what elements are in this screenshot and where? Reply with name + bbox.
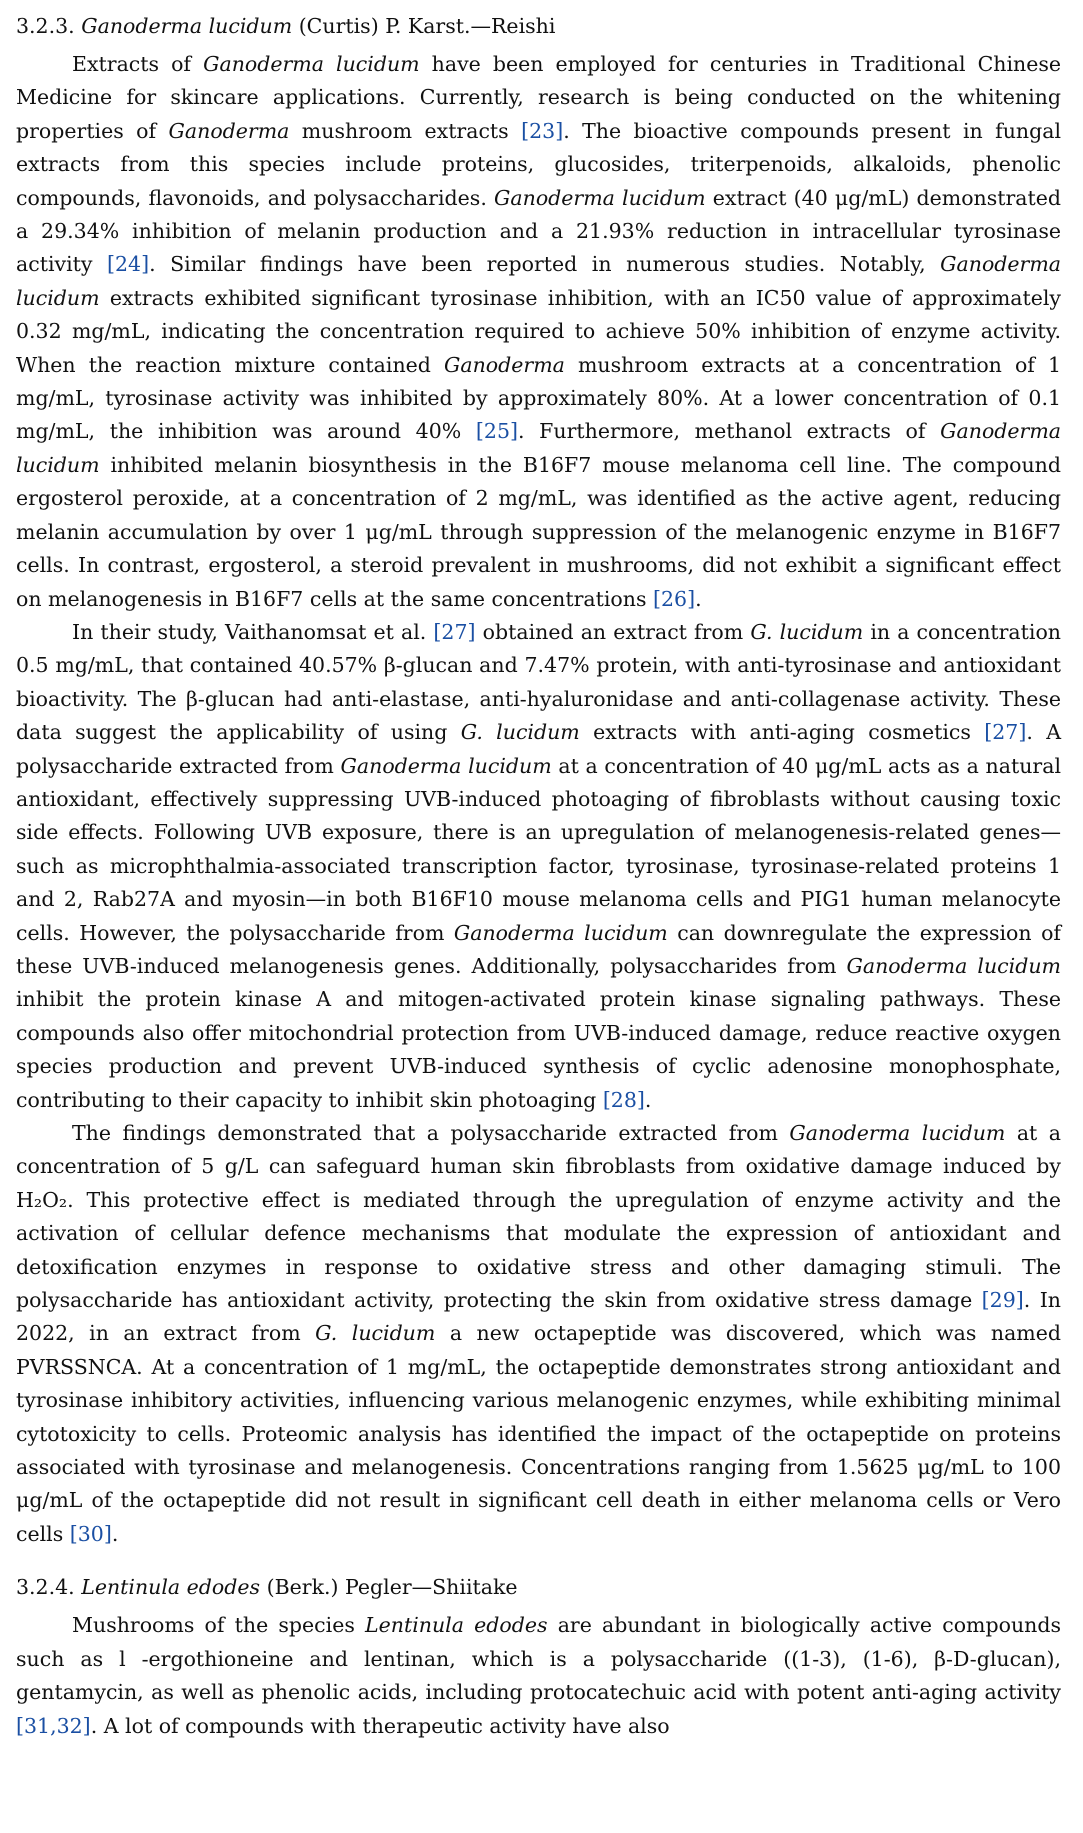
section-heading-3-2-3 xyxy=(16,10,1061,42)
citation-link[interactable]: [29] xyxy=(981,1288,1024,1313)
section-number: 3.2.3. xyxy=(16,14,75,38)
citation-link[interactable]: [24] xyxy=(107,252,150,277)
text-run: at a concentration of 40 μg/mL acts as a natural antioxidant, effectively suppressing UVB-induced photoaging of fibroblasts without causing toxic side effects. Following UVB exposure, there is an upregulation of melanogenesis-related genes—such as microphthalmia-associated transcription factor, tyrosinase, tyrosinase-related proteins 1 and 2, Rab27A and myosin—in both B16F10 mouse melanoma cells and PIG1 human melanocyte cells. However, the polysaccharide from xyxy=(16,753,1062,945)
italic-term: Ganoderma xyxy=(444,352,565,377)
species-common-name: —Reishi xyxy=(470,14,556,38)
text-run: . A polysaccharide extracted from xyxy=(16,720,1061,778)
paragraph xyxy=(16,616,1061,1117)
text-run: . The bioactive compounds present in fungal extracts from this species include proteins, glucosides, triterpenoids, alkaloids, phenolic compounds, flavonoids, and polysaccharides. xyxy=(16,118,1062,210)
section-heading-3-2-4 xyxy=(16,1571,1061,1603)
text-run: . xyxy=(695,586,702,611)
section-number: 3.2.4. xyxy=(16,1575,75,1600)
text-run: The findings demonstrated that a polysaccharide extracted from xyxy=(72,1121,790,1145)
citation-link[interactable]: [25] xyxy=(475,419,518,444)
citation-link[interactable]: [27] xyxy=(984,720,1027,745)
italic-term: G. lucidum xyxy=(315,1321,436,1346)
italic-term: Ganoderma lucidum xyxy=(16,252,1061,310)
citation-link[interactable]: [30] xyxy=(69,1521,112,1546)
text-run: Mushrooms of the species xyxy=(72,1613,366,1638)
citation-link[interactable]: [27] xyxy=(433,619,476,644)
text-run: a new octapeptide was discovered, which was named PVRSSNCA. At a concentration of 1 mg/mL, the octapeptide demonstrates strong antioxidant and tyrosinase inhibitory activities, influencing various melanogenic enzymes, while exhibiting minimal cytotoxicity to cells. Proteomic analysis has identified the impact of the octapeptide on proteins associated with tyrosinase and melanogenesis. Concentrations ranging from 1.5625 μg/mL to 100 μg/mL of the octapeptide did not result in significant cell death in either melanoma cells or Vero cells xyxy=(16,1321,1061,1546)
italic-term: Ganoderma xyxy=(168,118,290,143)
text-run: . A lot of compounds with therapeutic activity have also xyxy=(90,1713,670,1738)
text-run: . xyxy=(111,1521,119,1546)
italic-term: Ganoderma lucidum xyxy=(453,920,668,945)
italic-term: Ganoderma lucidum xyxy=(203,52,420,76)
text-run: have been employed for centuries in Traditional Chinese Medicine for skincare applications. Currently, research is being conducted on the whitening properties of xyxy=(16,52,1062,143)
italic-term: G. lucidum xyxy=(750,619,864,644)
italic-term: Ganoderma lucidum xyxy=(846,953,1061,978)
italic-term: Ganoderma lucidum xyxy=(340,753,552,778)
text-run: . Furthermore, methanol extracts of xyxy=(518,419,941,444)
text-run: . Similar findings have been reported in numerous studies. Notably, xyxy=(149,252,941,277)
paragraph xyxy=(16,48,1061,616)
text-run: at a concentration of 5 g/L can safeguard human skin fibroblasts from oxidative damage induced by H₂O₂. This protective effect is mediated through the upregulation of enzyme activity and the activation of cellular defence mechanisms that modulate the expression of antioxidant and detoxification enzymes in response to oxidative stress and other damaging stimuli. The polysaccharide has antioxidant activity, protecting the skin from oxidative stress damage xyxy=(16,1121,1062,1313)
text-run: extract (40 μg/mL) demonstrated a 29.34% inhibition of melanin production and a 21.93% reduction in intracellular tyrosinase activity xyxy=(16,185,1062,277)
text-run: mushroom extracts at a concentration of 1 mg/mL, tyrosinase activity was inhibited by approximately 80%. At a lower concentration of 0.1 mg/mL, the inhibition was around 40% xyxy=(16,352,1061,444)
italic-term: Ganoderma lucidum xyxy=(16,419,1061,477)
italic-term: Ganoderma lucidum xyxy=(494,185,706,210)
italic-term: G. lucidum xyxy=(460,720,580,745)
text-run: In their study, Vaithanomsat et al. xyxy=(72,619,434,644)
text-run: can downregulate the expression of these UVB-induced melanogenesis genes. Additionally, polysaccharides from xyxy=(16,920,1062,978)
text-run: in a concentration 0.5 mg/mL, that contained 40.57% β-glucan and 7.47% protein, with anti-tyrosinase and antioxidant bioactivity. The β-glucan had anti-elastase, anti-hyaluronidase and anti-collagenase activity. These data suggest the applicability of using xyxy=(16,619,1061,745)
text-run: inhibit the protein kinase A and mitogen-activated protein kinase signaling pathways. These compounds also offer mitochondrial protection from UVB-induced damage, reduce reactive oxygen species production and prevent UVB-induced synthesis of cyclic adenosine monophosphate, contributing to their capacity to inhibit skin photoaging xyxy=(16,987,1061,1112)
text-run: Extracts of xyxy=(72,52,204,76)
species-name: Ganoderma lucidum xyxy=(81,14,293,38)
species-authority: (Curtis) P. Karst. xyxy=(298,14,471,38)
italic-term: Lentinula edodes xyxy=(365,1613,548,1638)
paragraph xyxy=(16,1609,1061,1743)
section-gap xyxy=(16,1551,1061,1571)
text-run: . In 2022, in an extract from xyxy=(16,1288,1061,1346)
species-common-name: —Shiitake xyxy=(411,1575,518,1600)
citation-link[interactable]: [26] xyxy=(653,586,696,611)
text-run: extracts with anti-aging cosmetics xyxy=(579,720,985,745)
citation-link[interactable]: [31,32] xyxy=(16,1713,91,1738)
italic-term: Ganoderma lucidum xyxy=(789,1121,1006,1145)
text-run: obtained an extract from xyxy=(475,619,751,644)
text-run: mushroom extracts xyxy=(289,118,522,143)
text-run: inhibited melanin biosynthesis in the B16F7 mouse melanoma cell line. The compound ergosterol peroxide, at a concentration of 2 mg/mL, was identified as the active agent, reducing melanin accumulation by over 1 μg/mL through suppression of the melanogenic enzyme in B16F7 cells. In contrast, ergosterol, a steroid prevalent in mushrooms, did not exhibit a significant effect on melanogenesis in B16F7 cells at the same concentrations xyxy=(16,452,1061,611)
species-authority: (Berk.) Pegler xyxy=(266,1575,412,1600)
text-run: are abundant in biologically active compounds such as l -ergothioneine and lentinan, which is a polysaccharide ((1-3), (1-6), β-D-glucan), gentamycin, as well as phenolic acids, including protocatechuic acid with potent anti-aging activity xyxy=(16,1613,1061,1705)
citation-link[interactable]: [28] xyxy=(602,1087,645,1112)
text-run: . xyxy=(644,1087,652,1112)
species-name: Lentinula edodes xyxy=(81,1575,261,1600)
citation-link[interactable]: [23] xyxy=(521,118,564,143)
text-run: extracts exhibited significant tyrosinase inhibition, with an IC50 value of approximately 0.32 mg/mL, indicating the concentration required to achieve 50% inhibition of enzyme activity. When the reaction mixture contained xyxy=(16,285,1061,377)
paragraph xyxy=(16,1117,1061,1551)
